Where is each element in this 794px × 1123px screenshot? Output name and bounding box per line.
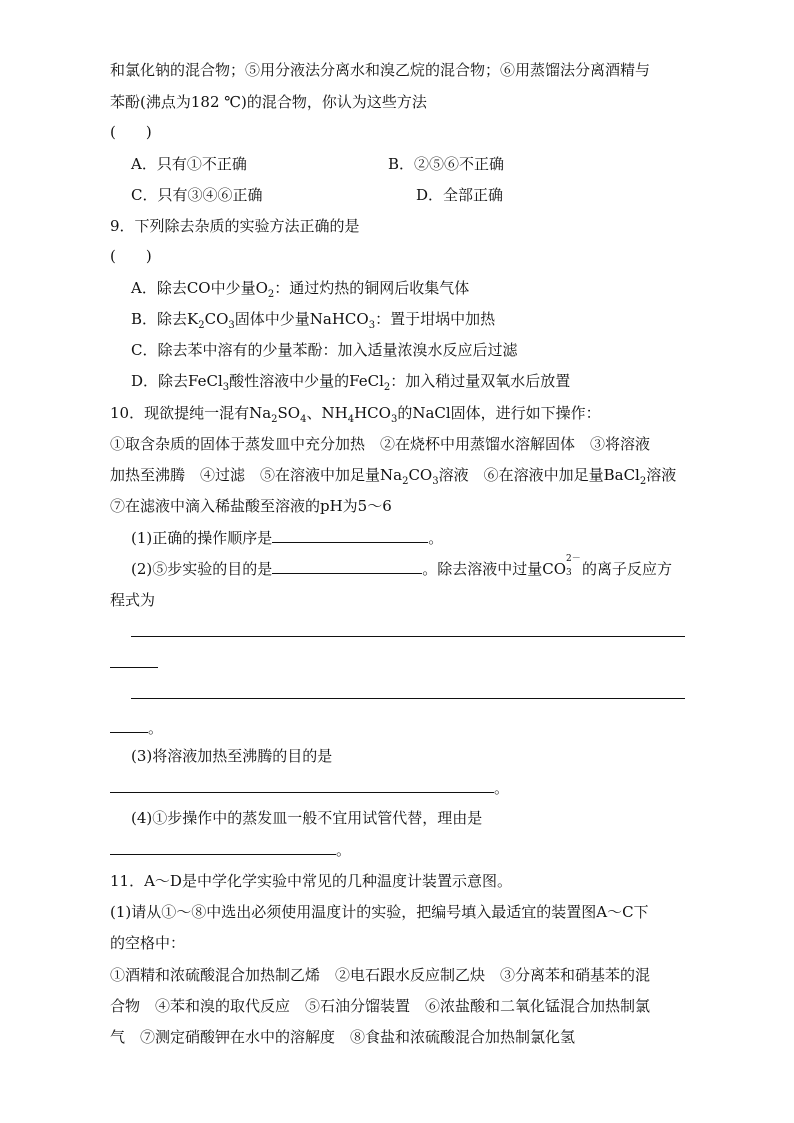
q11-experiments-line-3: 气 ⑦测定硝酸钾在水中的溶解度 ⑧食盐和浓硫酸混合加热制氯化氢 (110, 1028, 576, 1046)
q10-sub3-answer-blank[interactable] (110, 778, 494, 793)
q8-text-line-2: 苯酚(沸点为182 ℃)的混合物，你认为这些方法 (110, 93, 427, 111)
q9-option-b: B．除去$K_2CO_3$固体中少量NaHCO$_3$：置于坩埚中加热 (131, 310, 496, 331)
q8-option-a: A．只有①不正确 (131, 155, 247, 173)
q10-sub4-answer: 。 (110, 840, 351, 860)
q9-option-a: A．除去CO中少量$O_2$：通过灼热的铜网后收集气体 (131, 279, 470, 300)
q8-answer-paren: ( ) (110, 123, 152, 141)
q10-sub4: (4)①步操作中的蒸发皿一般不宜用试管代替，理由是 (131, 809, 483, 827)
q10-stem: 10．现欲提纯一混有$Na_2SO_4$、$NH_4HCO_3$的NaCl固体，进行如下操作： (110, 404, 601, 425)
q10-sub2-answer-line-1-cont[interactable] (110, 667, 158, 668)
q9-stem: 9．下列除去杂质的实验方法正确的是 (110, 217, 360, 235)
q9-option-d: D．除去FeCl$_3$酸性溶液中少量的FeCl$_2$：加入稍过量双氧水后放置 (131, 372, 571, 393)
q10-sub2-answer-line-1[interactable] (131, 636, 685, 637)
q8-option-d: D．全部正确 (416, 186, 504, 204)
co3-subscript: 3 (566, 568, 572, 578)
q10-sub2: (2)⑤步实验的目的是 。除去溶液中过量CO 2－ 3 的离子反应方 (131, 554, 673, 578)
q11-stem: 11．A～D是中学化学实验中常见的几种温度计装置示意图。 (110, 872, 512, 890)
q10-sub1-answer-blank[interactable] (272, 528, 428, 543)
q9-answer-paren: ( ) (110, 247, 152, 265)
q10-sub2-answer-line-2[interactable] (131, 698, 685, 699)
q8-option-c: C．只有③④⑥正确 (131, 186, 263, 204)
q11-sub1-line-1: (1)请从①～⑧中选出必须使用温度计的实验，把编号填入最适宜的装置图A～C下 (110, 903, 649, 921)
q8-text-line-1: 和氯化钠的混合物；⑤用分液法分离水和溴乙烷的混合物；⑥用蒸馏法分离酒精与 (110, 61, 651, 79)
q10-sub3: (3)将溶液加热至沸腾的目的是 (131, 747, 333, 765)
co3-charge-script (566, 554, 582, 578)
q9-option-c: C．除去苯中溶有的少量苯酚：加入适量浓溴水反应后过滤 (131, 341, 518, 359)
q10-operations-line-2: 加热至沸腾 ④过滤 ⑤在溶液中加足量$Na_2CO_3$溶液 ⑥在溶液中加足量BaCl$_2$溶液 (110, 466, 677, 487)
q10-sub2-continued: 程式为 (110, 591, 156, 609)
q11-experiments-line-2: 合物 ④苯和溴的取代反应 ⑤石油分馏装置 ⑥浓盐酸和二氧化锰混合加热制氯 (110, 997, 651, 1015)
q10-sub1: (1)正确的操作顺序是 。 (131, 529, 444, 547)
q11-sub1-line-2: 的空格中： (110, 934, 186, 952)
q10-operations-line-3: ⑦在滤液中滴入稀盐酸至溶液的pH为5～6 (110, 497, 392, 515)
q10-sub4-answer-blank[interactable] (110, 840, 336, 855)
co3-charge-sup: 2－ (566, 554, 581, 564)
q10-sub2-purpose-blank[interactable] (272, 559, 422, 574)
q10-sub3-answer: 。 (110, 778, 509, 798)
q10-operations-line-1: ①取含杂质的固体于蒸发皿中充分加热 ②在烧杯中用蒸馏水溶解固体 ③将溶液 (110, 435, 651, 453)
q10-sub2-answer-line-2-cont[interactable] (110, 718, 148, 733)
q10-sub2-answer-end: 。 (110, 718, 163, 738)
q8-option-b: B．②⑤⑥不正确 (388, 155, 505, 173)
q11-experiments-line-1: ①酒精和浓硫酸混合加热制乙烯 ②电石跟水反应制乙炔 ③分离苯和硝基苯的混 (110, 966, 651, 984)
